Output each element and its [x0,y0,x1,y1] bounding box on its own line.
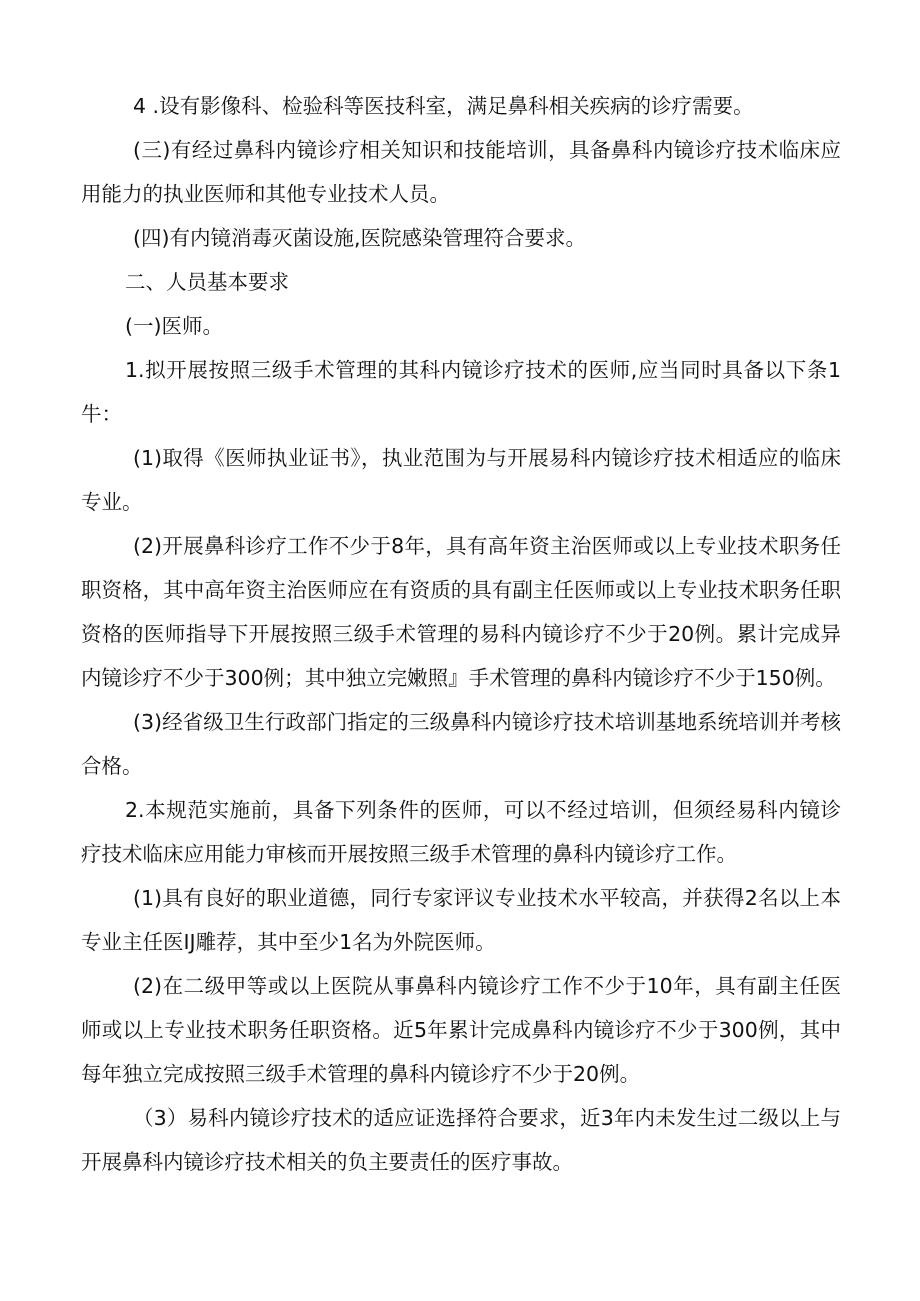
paragraph-condition-2-1: (1)具有良好的职业道德，同行专家评议专业技术水平较高，并获得2名以上本专业主任医IJ雕荐，其中至少1名为外院医师。 [81,886,841,954]
paragraph-condition-2-2: (2)在二级甲等或以上医院从事鼻科内镜诊疗工作不少于10年，具有副主任医师或以上专业技术职务任职资格。近5年累计完成鼻科内镜诊疗不少于300例，其中每年独立完成按照三级手术管理的鼻科内镜诊疗不少于20例。 [81,974,841,1086]
paragraph-requirement-2: 2.本规范实施前，具备下列条件的医师，可以不经过培训，但须经易科内镜诊疗技术临床应用能力审核而开展按照三级手术管理的鼻科内镜诊疗工作。 [81,798,841,866]
paragraph-condition-1-3: (3)经省级卫生行政部门指定的三级鼻科内镜诊疗技术培训基地系统培训并考核合格。 [81,710,841,778]
paragraph-condition-2-3: （3）易科内镜诊疗技术的适应证选择符合要求，近3年内未发生过二级以上与开展鼻科内镜诊疗技术相关的负主要责任的医疗事故。 [81,1106,841,1174]
paragraph-condition-1-1: (1)取得《医师执业证书》，执业范围为与开展易科内镜诊疗技术相适应的临床专业。 [81,446,841,514]
subsection-heading-physician: (一)医师。 [125,314,223,338]
paragraph-condition-1-2: (2)开展鼻科诊疗工作不少于8年，具有高年资主治医师或以上专业技术职务任职资格，其中高年资主治医师应在有资质的具有副主任医师或以上专业技术职务任职资格的医师指导下开展按照三级手术管理的易科内镜诊疗不少于20例。累计完成异内镜诊疗不少于300例；其中独立完嫩照』手术管理的鼻科内镜诊疗不少于150例。 [81,534,841,690]
section-heading-personnel: 二、人员基本要求 [125,270,289,294]
paragraph-requirement-1: 1.拟开展按照三级手术管理的其科内镜诊疗技术的医师,应当同时具备以下条1牛： [81,358,841,426]
paragraph-section-3: (三)有经过鼻科内镜诊疗相关知识和技能培训，具备鼻科内镜诊疗技术临床应用能力的执业医师和其他专业技术人员。 [81,138,841,206]
paragraph-section-4: (四)有内镜消毒灭菌设施,医院感染管理符合要求。 [133,226,587,250]
document-body [81,84,841,1184]
paragraph-item-4: 4 .设有影像科、检验科等医技科室，满足鼻科相关疾病的诊疗需要。 [133,94,754,118]
